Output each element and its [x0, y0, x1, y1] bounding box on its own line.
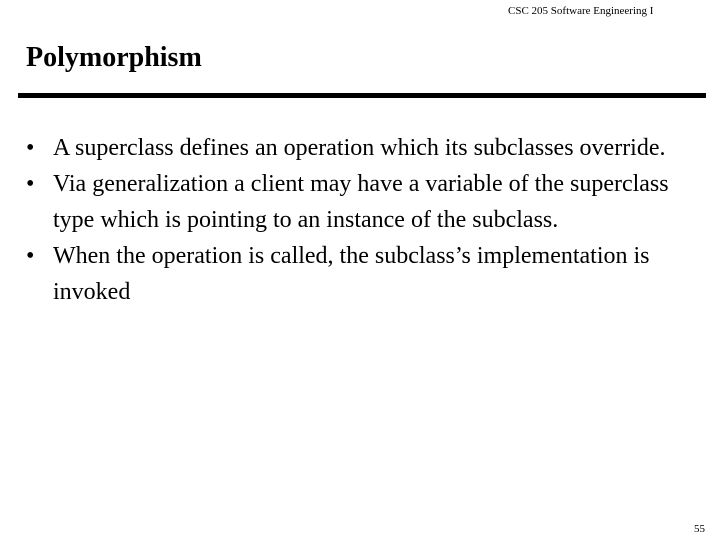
bullet-icon: •: [26, 171, 35, 197]
bullet-text: A superclass defines an operation which its subclasses override.: [53, 135, 666, 161]
bullet-list: [22, 130, 692, 310]
course-header: CSC 205 Software Engineering I: [508, 5, 654, 17]
bullet-item: [22, 130, 692, 166]
bullet-item: [22, 166, 692, 238]
bullet-text: Via generalization a client may have a variable of the superclass type which is pointing to an instance of the subclass.: [53, 171, 669, 233]
bullet-icon: •: [26, 135, 35, 161]
title-divider: [18, 93, 706, 98]
page-number: 55: [694, 523, 705, 535]
bullet-icon: •: [26, 243, 35, 269]
slide-title: Polymorphism: [26, 42, 202, 73]
bullet-text: When the operation is called, the subclass’s implementation is invoked: [53, 243, 650, 305]
bullet-item: [22, 238, 692, 310]
